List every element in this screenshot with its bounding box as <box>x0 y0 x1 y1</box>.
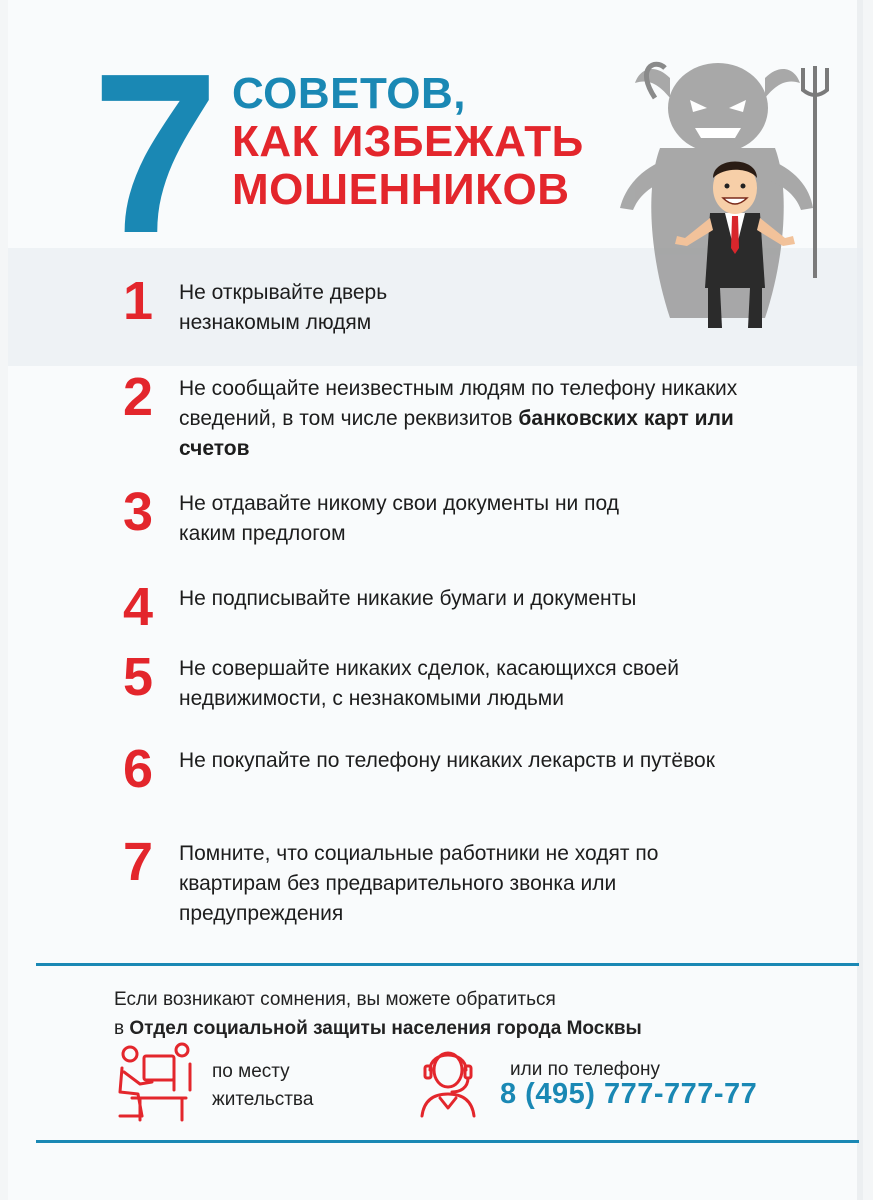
divider-top <box>36 963 859 966</box>
tip-number: 2 <box>122 367 154 427</box>
tip-number: 6 <box>122 739 154 799</box>
divider-bottom <box>36 1140 859 1143</box>
tip-text: Не открывайте дверь незнакомым людям <box>179 281 388 334</box>
header-number: 7 <box>92 27 215 281</box>
title-line-1: СОВЕТОВ, <box>232 69 467 118</box>
contact-intro <box>114 985 834 1043</box>
tip-number: 1 <box>122 271 154 331</box>
contact-intro-prefix: в <box>114 1018 125 1039</box>
by-residence-line-2: жительства <box>212 1089 314 1110</box>
tip-number: 3 <box>122 482 154 542</box>
tip-text: Не покупайте по телефону никаких лекарств и путёвок <box>179 749 715 772</box>
tip-text <box>179 374 779 464</box>
tip-text: Не совершайте никаких сделок, касающихся своей недвижимости, с незнакомыми людьми <box>179 657 679 710</box>
contact-intro-line-2 <box>114 1014 834 1043</box>
tip-text: Помните, что социальные работники не ходят по квартирам без предварительного звонка или предупреждения <box>179 842 659 925</box>
contact-organization: Отдел социальной защиты населения города Москвы <box>129 1018 642 1039</box>
tip-number: 4 <box>122 577 154 637</box>
title-line-2: КАК ИЗБЕЖАТЬ <box>232 117 584 166</box>
office-worker-icon <box>112 1042 202 1122</box>
tip-text: Не подписывайте никакие бумаги и документы <box>179 587 637 610</box>
tip-number: 5 <box>122 647 154 707</box>
devil-and-businessman-icon <box>615 38 840 328</box>
by-residence-label <box>212 1058 313 1114</box>
headset-operator-icon <box>408 1040 488 1120</box>
page-title <box>232 70 584 214</box>
title-line-3: МОШЕННИКОВ <box>232 165 570 214</box>
tip-text-bold: банковских карт или счетов <box>179 407 734 460</box>
by-residence-line-1: по месту <box>212 1061 290 1082</box>
devil-illustration <box>615 38 840 328</box>
hotline-phone: 8 (495) 777-777-77 <box>500 1078 758 1110</box>
by-phone-label: или по телефону <box>510 1059 660 1080</box>
tip-text-regular: Не сообщайте неизвестным людям по телефону никаких сведений, в том числе реквизитов <box>179 377 738 430</box>
tip-number: 7 <box>122 832 154 892</box>
tip-text: Не отдавайте никому свои документы ни под каким предлогом <box>179 492 619 545</box>
contact-intro-line-1: Если возникают сомнения, вы можете обратиться <box>114 989 556 1010</box>
